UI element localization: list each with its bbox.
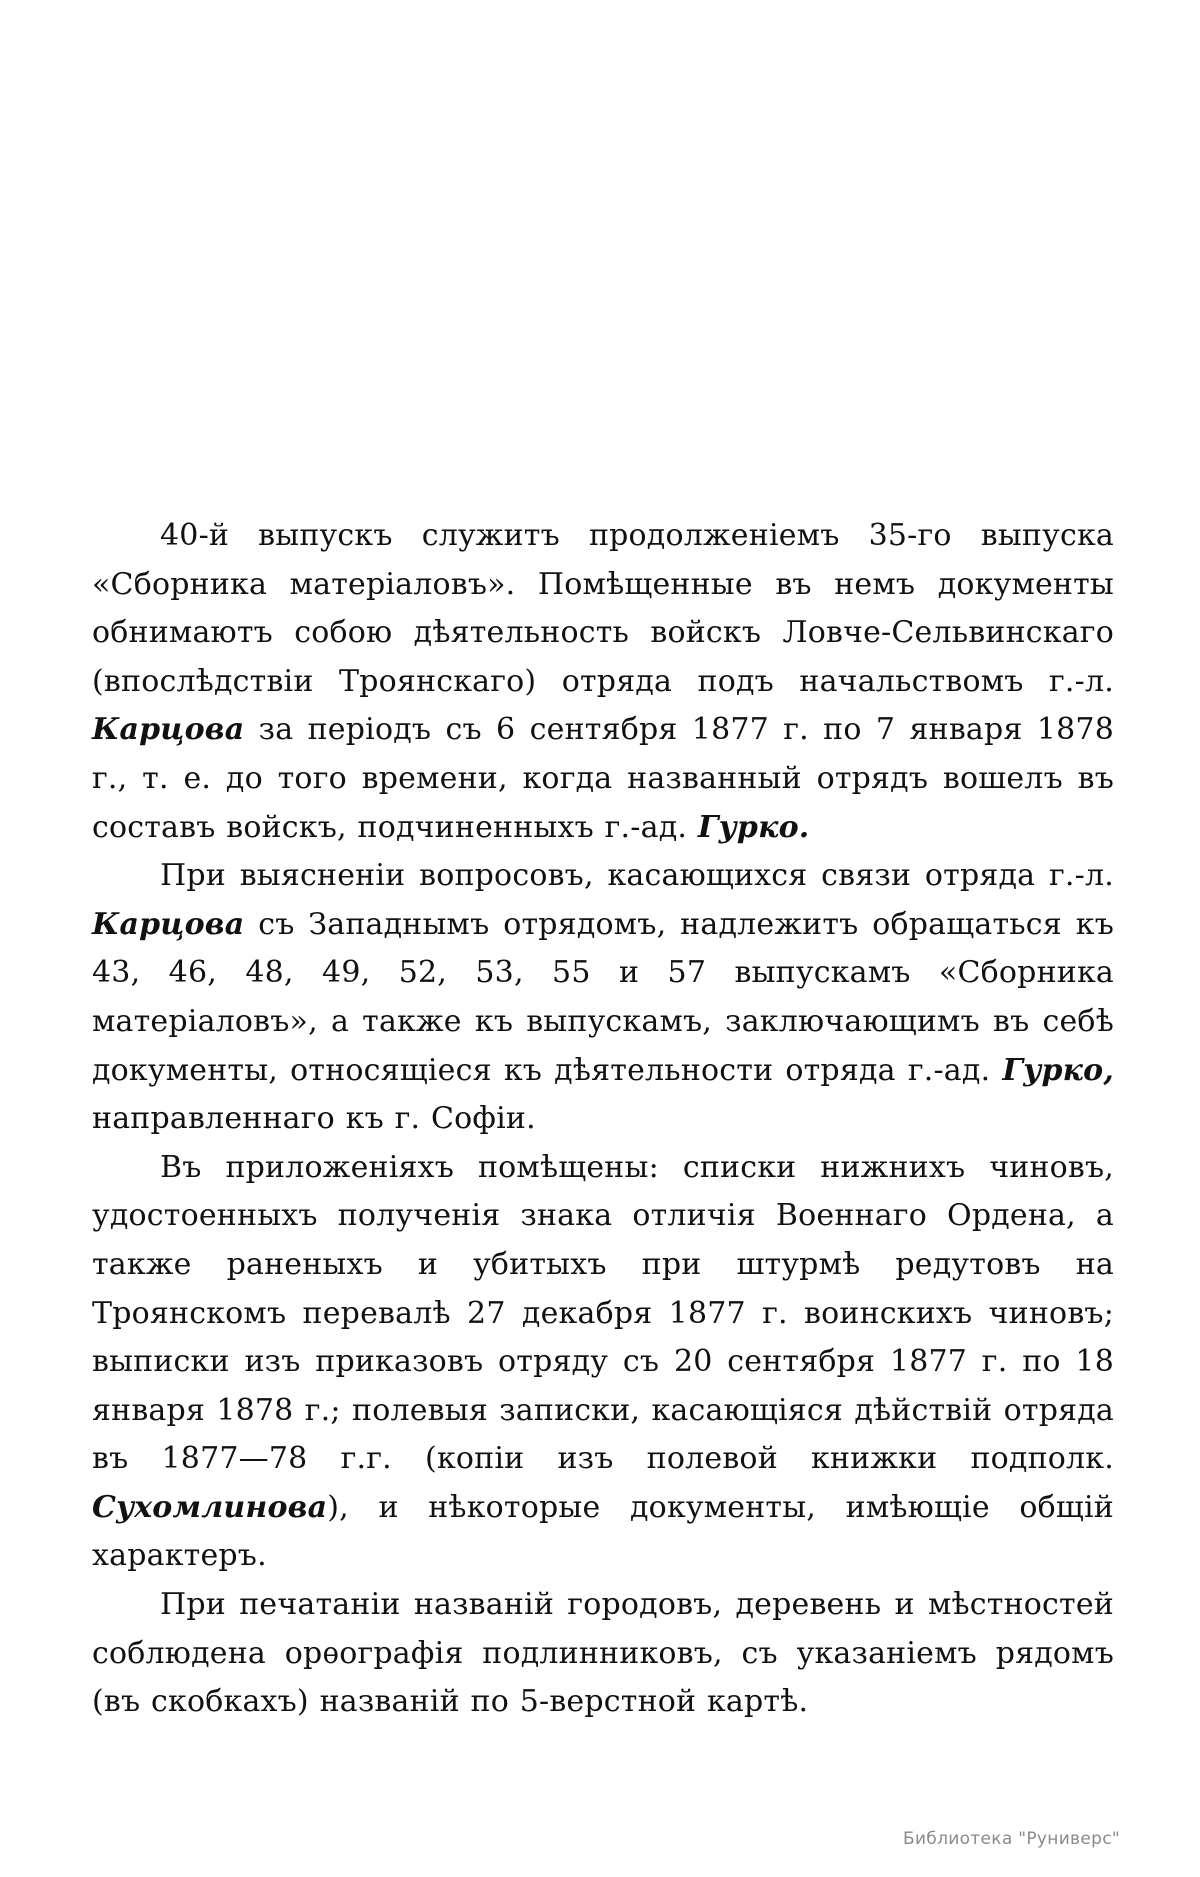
- paragraph-2-text-1: При выясненіи вопросовъ, касающихся связи отряда г.-л.: [160, 858, 1114, 894]
- paragraph-2: [92, 852, 1114, 1144]
- paragraph-3-text-1: Въ приложеніяхъ помѣщены: списки нижнихъ чиновъ, удостоенныхъ полученія знака отличія Военнаго Ордена, а также раненыхъ и убитыхъ при штурмѣ редутовъ на Троянскомъ перевалѣ 27 декабря 1877 г. воинскихъ чиновъ; выписки изъ приказовъ отряду съ 20 сентября 1877 г. по 18 января 1878 г.; полевыя записки, касающіяся дѣйствій отряда въ 1877—78 г.г. (копіи изъ полевой книжки подполк.: [92, 1149, 1114, 1477]
- paragraph-3-name-sukhomlinov: Сухомлинова: [92, 1489, 328, 1525]
- paragraph-3-text-2: ), и нѣкоторые документы, имѣющіе общій характеръ.: [92, 1489, 1114, 1574]
- paragraph-1-name-kartsov: Карцова: [92, 712, 245, 748]
- library-watermark: Библиотека "Руниверс": [903, 1829, 1120, 1849]
- paragraph-4: [92, 1581, 1114, 1727]
- paragraph-1: [92, 512, 1114, 852]
- paragraph-2-name-gurko: Гурко,: [1002, 1052, 1114, 1088]
- paragraph-2-name-kartsov: Карцова: [92, 906, 245, 942]
- paragraph-1-name-gurko: Гурко.: [697, 809, 810, 845]
- paragraph-3: [92, 1144, 1114, 1581]
- preface-text: [92, 512, 1114, 1727]
- paragraph-1-text-1: 40-й выпускъ служитъ продолженіемъ 35-го выпуска «Сборника матеріаловъ». Помѣщенные въ немъ документы обнимаютъ собою дѣятельность войскъ Ловче-Сельвинскаго (впослѣдствіи Троянскаго) отряда подъ начальствомъ г.-л.: [92, 518, 1114, 699]
- paragraph-1-text-2: за періодъ съ 6 сентября 1877 г. по 7 января 1878 г., т. е. до того времени, когда названный отрядъ вошелъ въ составъ войскъ, подчиненныхъ г.-ад.: [92, 712, 1114, 845]
- paragraph-2-text-2: съ Западнымъ отрядомъ, надлежитъ обращаться къ 43, 46, 48, 49, 52, 53, 55 и 57 выпускамъ «Сборника матеріаловъ», а также къ выпускамъ, заключающимъ въ себѣ документы, относящіеся къ дѣятельности отряда г.-ад.: [92, 906, 1114, 1088]
- paragraph-4-text-1: При печатаніи названій городовъ, деревень и мѣстностей соблюдена орѳографія подлинниковъ, съ указаніемъ рядомъ (въ скобкахъ) названій по 5-верстной картѣ.: [92, 1587, 1114, 1720]
- paragraph-2-text-3: направленнаго къ г. Софіи.: [92, 1101, 536, 1137]
